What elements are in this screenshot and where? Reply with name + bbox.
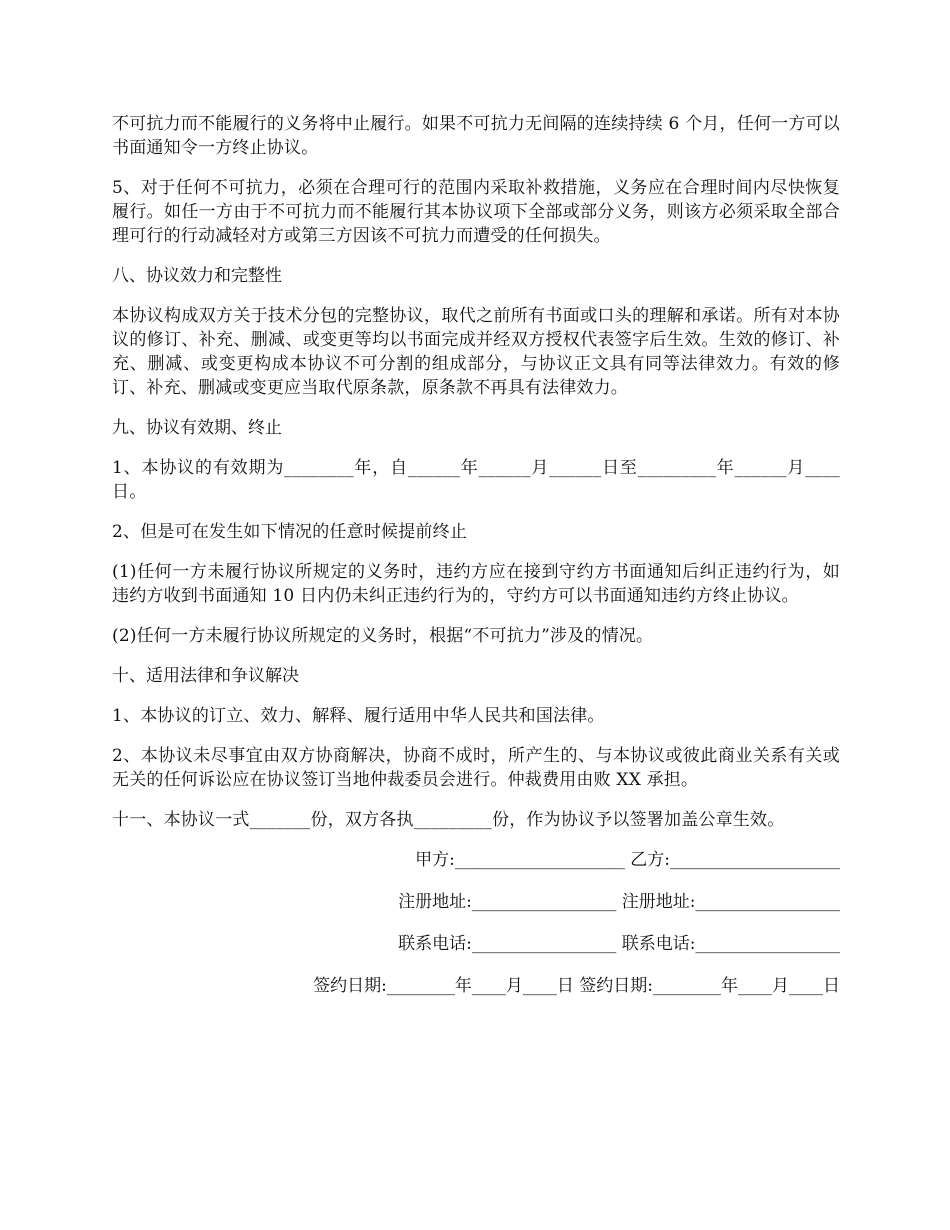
signature-block xyxy=(112,848,840,998)
paragraph-governing-law: 1、本协议的订立、效力、解释、履行适用中华人民共和国法律。 xyxy=(112,706,605,726)
paragraph-force-majeure-cont: 不可抗力而不能履行的义务将中止履行。如果不可抗力无间隔的连续持续 6 个月，任何一方可以书面通知令一方终止协议。 xyxy=(112,114,840,158)
signature-phone-line: 联系电话:_________________ 联系电话:_________________ xyxy=(398,934,840,954)
paragraph-term-period: 1、本协议的有效期为________年，自______年______月______日至_________年______月____日。 xyxy=(112,458,840,502)
document-page xyxy=(112,112,840,1016)
paragraph-dispute-resolution: 2、本协议未尽事宜由双方协商解决，协商不成时，所产生的、与本协议或彼此商业关系有关或无关的任何诉讼应在协议签订当地仲裁委员会进行。仲裁费用由败 XX 承担。 xyxy=(112,746,840,790)
section-heading-validity: 八、协议效力和完整性 xyxy=(112,266,282,286)
signature-address-line: 注册地址:_________________ 注册地址:_________________ xyxy=(398,892,840,912)
section-heading-law: 十、适用法律和争议解决 xyxy=(112,666,299,686)
signature-party-line: 甲方:____________________ 乙方:____________________ xyxy=(415,850,840,870)
signature-date-line: 签约日期:________年____月____日 签约日期:________年____月____日 xyxy=(313,976,840,996)
paragraph-early-termination: 2、但是可在发生如下情况的任意时候提前终止 xyxy=(112,522,468,542)
paragraph-termination-item-2: (2)任何一方未履行协议所规定的义务时，根据“不可抗力”涉及的情况。 xyxy=(112,626,654,646)
section-heading-term: 九、协议有效期、终止 xyxy=(112,418,282,438)
paragraph-entire-agreement: 本协议构成双方关于技术分包的完整协议，取代之前所有书面或口头的理解和承诺。所有对本协议的修订、补充、删减、或变更等均以书面完成并经双方授权代表签字后生效。生效的修订、补充、删减、或变更构成本协议不可分割的组成部分，与协议正文具有同等法律效力。有效的修订、补充、删减或变更应当取代原条款，原条款不再具有法律效力。 xyxy=(112,306,840,398)
paragraph-copies: 十一、本协议一式_______份，双方各执_________份，作为协议予以签署加盖公章生效。 xyxy=(112,810,785,830)
paragraph-termination-item-1: (1)任何一方未履行协议所规定的义务时，违约方应在接到守约方书面通知后纠正违约行为，如违约方收到书面通知 10 日内仍未纠正违约行为的，守约方可以书面通知违约方终止协议。 xyxy=(112,562,840,606)
paragraph-remedial-measures: 5、对于任何不可抗力，必须在合理可行的范围内采取补救措施，义务应在合理时间内尽快恢复履行。如任一方由于不可抗力而不能履行其本协议项下全部或部分义务，则该方必须采取全部合理可行的行动减轻对方或第三方因该不可抗力而遭受的任何损失。 xyxy=(112,178,840,246)
